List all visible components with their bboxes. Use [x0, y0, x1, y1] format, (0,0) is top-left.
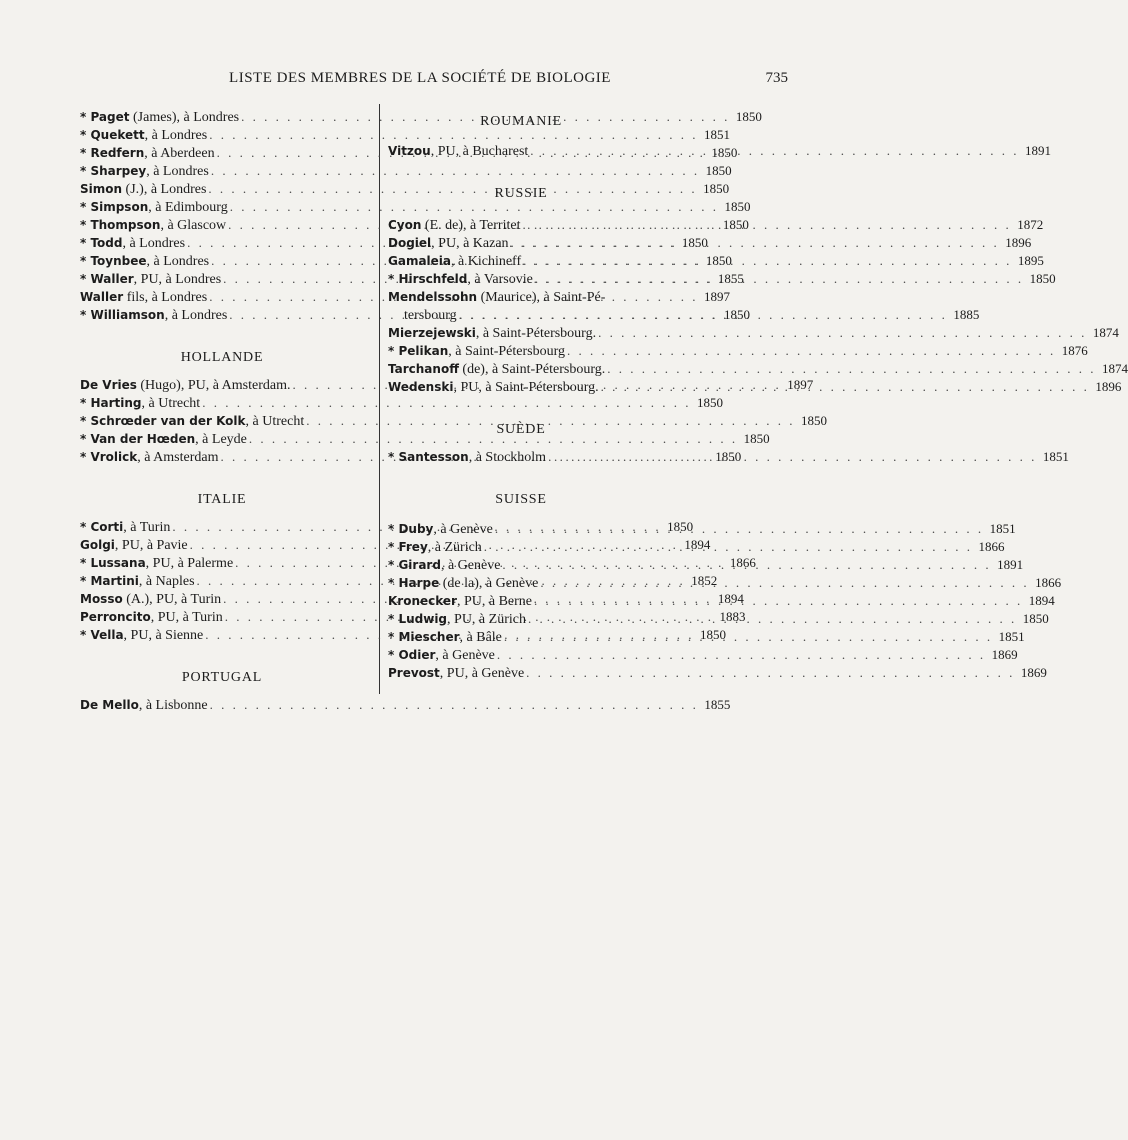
member-name: Vitzou [388, 144, 431, 158]
dot-leader [500, 556, 993, 574]
member-detail: , à Edimbourg [148, 200, 228, 215]
member-detail: , à Zürich [427, 540, 482, 555]
section-title-italie: ITALIE [197, 492, 247, 507]
member-year: 1850 [1022, 611, 1049, 626]
member-name: Tarchanoff [388, 362, 459, 376]
dot-leader [596, 324, 1089, 342]
member-year: 1850 [715, 449, 742, 464]
member-year: 1852 [691, 573, 718, 588]
member-name: Dogiel [388, 236, 432, 250]
dot-leader [524, 664, 1017, 682]
member-year: 1850 [703, 181, 730, 196]
member-detail: , à Genève [440, 558, 501, 573]
member-detail: , à Turin [123, 520, 171, 535]
member-name: * Redfern [80, 146, 145, 160]
member-detail: , à Utrecht [245, 414, 305, 429]
member-detail: , à Lisbonne [138, 698, 208, 713]
list-item [80, 198, 751, 216]
member-year: 1876 [1061, 343, 1088, 358]
list-item [388, 342, 1088, 360]
member-detail: tersbourg [404, 308, 457, 323]
dot-leader [526, 610, 1019, 628]
list-item [80, 162, 732, 180]
member-year: 1869 [1020, 665, 1047, 680]
member-name: * Simpson [80, 200, 149, 214]
member-year: 1883 [719, 609, 746, 624]
member-year: 1866 [729, 555, 756, 570]
dot-leader [495, 646, 988, 664]
member-name: * Lussana [80, 556, 146, 570]
member-name: * Martini [80, 574, 139, 588]
section-title-portugal: PORTUGAL [181, 670, 263, 685]
section-title-suede: SUÈDE [496, 422, 546, 437]
list-item [388, 360, 1128, 378]
dot-leader [533, 270, 1026, 288]
member-detail: (de), à Saint-Pétersbourg. [458, 362, 606, 377]
member-year: 1872 [1017, 217, 1044, 232]
member-detail: , à Londres [164, 308, 228, 323]
member-detail: fils, à Londres [123, 290, 208, 305]
list-item [388, 288, 654, 306]
member-year: 1855 [704, 697, 731, 712]
member-year: 1850 [705, 253, 732, 268]
member-name: * Harpe [388, 576, 440, 590]
member-name: * Williamson [80, 308, 165, 322]
member-detail: , PU, à Bucharest [430, 144, 529, 159]
member-year: 1850 [724, 307, 751, 322]
member-name: Waller [80, 290, 124, 304]
member-year: 1885 [953, 307, 980, 322]
member-detail: (E. de), à Territet [421, 218, 521, 233]
member-name: De Vries [80, 378, 137, 392]
member-year: 1896 [1005, 235, 1032, 250]
member-year: 1850 [724, 199, 751, 214]
member-name: * Sharpey [80, 164, 147, 178]
running-title: LISTE DES MEMBRES DE LA SOCIÉTÉ DE BIOLOGIE [229, 70, 611, 86]
dot-leader [457, 306, 950, 324]
member-year: 1895 [1017, 253, 1044, 268]
member-detail: , à Genève [435, 648, 495, 663]
dot-leader [546, 448, 1039, 466]
list-item [388, 324, 1119, 342]
member-name: Mierzejewski [388, 326, 476, 340]
member-year: 1866 [1035, 575, 1062, 590]
member-year: 1894 [1028, 593, 1055, 608]
dot-leader [605, 360, 1098, 378]
member-name: * Toynbee [80, 254, 147, 268]
member-name: * Todd [80, 236, 123, 250]
member-name: * Miescher [388, 630, 460, 644]
member-name: Simon [80, 182, 123, 196]
member-name: * Odier [388, 648, 436, 662]
member-name: * Duby [388, 522, 434, 536]
dot-leader [493, 520, 986, 538]
member-name: Wedenski [388, 380, 454, 394]
section-title-russie: RUSSIE [494, 186, 548, 201]
member-name: * Pelikan [388, 344, 449, 358]
member-name: Prevost [388, 666, 440, 680]
dot-leader [599, 378, 1092, 396]
member-year: 1851 [703, 127, 730, 142]
member-year: 1866 [978, 539, 1005, 554]
page-number: 735 [765, 70, 788, 86]
member-year: 1896 [1095, 379, 1122, 394]
member-year: 1874 [1092, 325, 1119, 340]
dot-leader [520, 216, 1013, 234]
member-detail: , à Stockholm [468, 450, 547, 465]
list-item [80, 126, 730, 144]
member-year: 1850 [711, 145, 738, 160]
section-title-suisse: SUISSE [495, 492, 547, 507]
member-year: 1851 [998, 629, 1025, 644]
member-name: * Santesson [388, 450, 469, 464]
member-name: * Corti [80, 520, 124, 534]
member-detail: , à Kichineff [451, 254, 522, 269]
member-name: De Mello [80, 698, 139, 712]
member-detail: (Maurice), à Saint-Pé- [477, 290, 606, 305]
member-year: 1869 [991, 647, 1018, 662]
member-detail: , à Londres [146, 164, 209, 179]
member-name: * Hirschfeld [388, 272, 468, 286]
member-name: * Schrœder van der Kolk [80, 414, 246, 428]
member-detail: (J.), à Londres [122, 182, 207, 197]
member-detail: , à Londres [146, 254, 210, 269]
member-detail: , PU, à Londres [133, 272, 222, 287]
member-year: 1891 [997, 557, 1024, 572]
member-name: Gamaleia [388, 254, 452, 268]
member-detail: , à Amsterdam [137, 450, 219, 465]
dot-leader [521, 252, 1014, 270]
member-name: Kronecker [388, 594, 457, 608]
member-detail: , à Utrecht [141, 396, 201, 411]
member-detail: , PU, à Pavie [114, 538, 188, 553]
dot-leader [502, 628, 995, 646]
member-name: * Thompson [80, 218, 161, 232]
dot-leader [538, 574, 1031, 592]
list-item [388, 664, 1047, 682]
member-detail: , PU, à Palerme [145, 556, 234, 571]
member-year: 1850 [705, 163, 732, 178]
member-year: 1894 [684, 537, 711, 552]
member-year: 1850 [696, 395, 723, 410]
list-item [388, 592, 1055, 610]
member-year: 1850 [667, 519, 694, 534]
member-detail: , PU, à Kazan [431, 236, 509, 251]
member-year: 1894 [717, 591, 744, 606]
member-detail: (Hugo), PU, à Amsterdam. [136, 378, 291, 393]
member-name: * Frey [388, 540, 428, 554]
member-name: * Vrolick [80, 450, 138, 464]
dot-leader [509, 234, 1002, 252]
member-name: Perroncito [80, 610, 151, 624]
member-year: 1851 [1042, 449, 1069, 464]
member-detail: (de la), à Genève [439, 576, 539, 591]
member-detail: , PU, à Berne [456, 594, 533, 609]
dot-leader [532, 592, 1025, 610]
member-detail: , à Londres [122, 236, 186, 251]
member-year: 1850 [700, 627, 727, 642]
member-detail: , PU, à Saint-Pétersbourg. [453, 380, 599, 395]
member-name: Mosso [80, 592, 123, 606]
member-year: 1850 [1029, 271, 1056, 286]
member-year: 1851 [989, 521, 1016, 536]
list-portugal [80, 696, 731, 714]
member-name: Golgi [80, 538, 115, 552]
member-year: 1850 [743, 431, 770, 446]
member-detail: , PU, à Genève [439, 666, 525, 681]
list-item [80, 696, 731, 714]
member-detail: , à Genève [433, 522, 493, 537]
member-detail: , PU, à Turin [150, 610, 223, 625]
member-name: Mendelssohn [388, 290, 478, 304]
member-name: * Ludwig [388, 612, 448, 626]
member-year: 1897 [787, 377, 814, 392]
member-year: 1855 [717, 271, 744, 286]
dot-leader [528, 142, 1021, 160]
member-year: 1850 [735, 109, 762, 124]
member-year: 1850 [800, 413, 827, 428]
list-item [388, 646, 1018, 664]
member-name: * Girard [388, 558, 441, 572]
member-name: * Van der Hœden [80, 432, 196, 446]
member-year: 1897 [703, 289, 730, 304]
member-detail: , à Leyde [195, 432, 247, 447]
dot-leader [482, 538, 975, 556]
list-item [80, 394, 723, 412]
member-name: * Harting [80, 396, 142, 410]
member-detail: , à Varsovie [467, 272, 533, 287]
member-detail: (A.), PU, à Turin [122, 592, 222, 607]
member-detail: , à Saint-Pétersbourg [448, 344, 566, 359]
section-title-hollande: HOLLANDE [180, 350, 264, 365]
member-detail: , à Glascow [160, 218, 227, 233]
member-year: 1850 [722, 217, 749, 232]
member-name: * Vella [80, 628, 124, 642]
member-name: * Paget [80, 110, 130, 124]
member-detail: (James), à Londres [129, 110, 240, 125]
member-detail: , PU, à Sienne [123, 628, 204, 643]
member-detail: , à Aberdeen [144, 146, 215, 161]
dot-leader [208, 696, 701, 714]
member-year: 1891 [1025, 143, 1052, 158]
member-year: 1850 [681, 235, 708, 250]
member-detail: , PU, à Zürich [447, 612, 526, 627]
dot-leader [565, 342, 1058, 360]
list-item [80, 430, 770, 448]
member-detail: , à Bâle [459, 630, 502, 645]
member-detail: , à Londres [144, 128, 208, 143]
section-title-roumanie: ROUMANIE [480, 114, 562, 129]
member-name: * Quekett [80, 128, 145, 142]
member-name: Cyon [388, 218, 422, 232]
member-name: * Waller [80, 272, 134, 286]
member-detail: , à Saint-Pétersbourg. [475, 326, 597, 341]
member-year: 1874 [1102, 361, 1128, 376]
member-detail: , à Naples [138, 574, 195, 589]
